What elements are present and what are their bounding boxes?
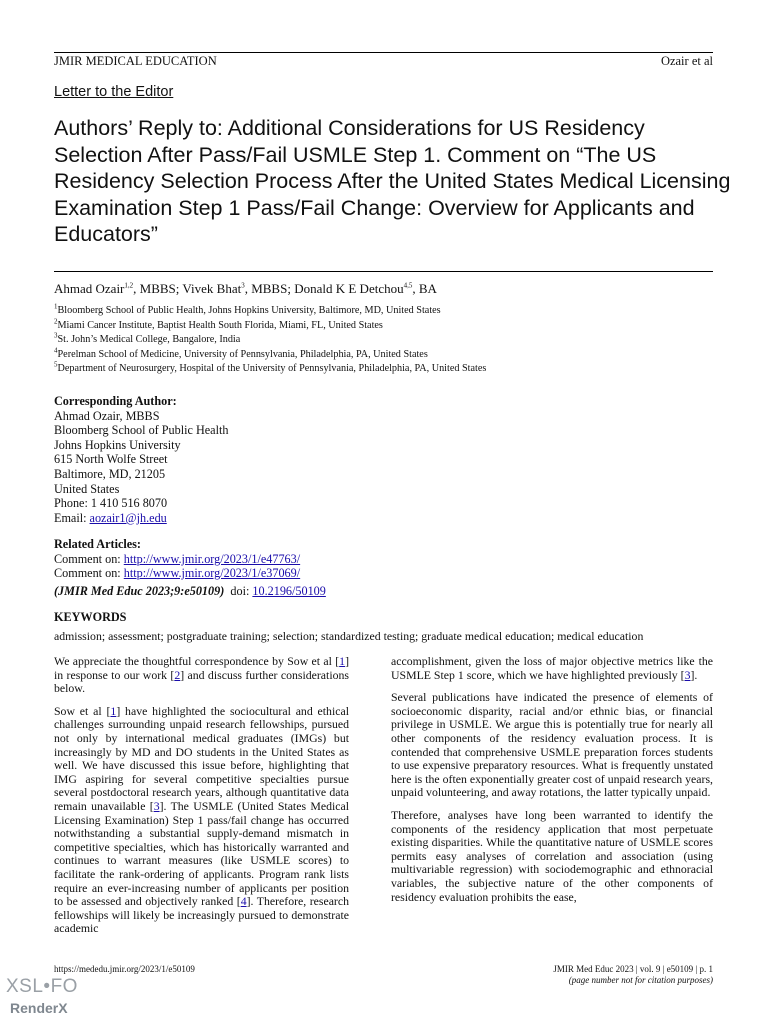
address-line: 615 North Wolfe Street	[54, 452, 168, 467]
body-paragraph	[54, 655, 349, 696]
comment-on-label: Comment on:	[54, 551, 124, 566]
text-run: ] have highlighted the sociocultural and ethical challenges surrounding unpaid research fellowships, pursued not only by international medical graduates (IMGs) but increasingly by MD and DO students in the United States as well. We have discussed this issue before, highlighting that IMG aspiring for several competitive specialties pursue several postdoctoral research years, although quantitative data remain unavailable [	[54, 703, 349, 813]
reference-link[interactable]: 2	[174, 667, 181, 682]
keywords-heading: KEYWORDS	[54, 610, 127, 624]
author-affiliation-sup: 1,2	[124, 281, 134, 290]
affiliation-item	[54, 319, 486, 334]
author-affiliation-sup: 4,5	[403, 281, 413, 290]
reference-link[interactable]: 3	[684, 667, 691, 682]
reference-link[interactable]: 1	[339, 654, 346, 668]
affiliation-number: 1	[54, 302, 58, 311]
journal-name: JMIR MEDICAL EDUCATION	[54, 54, 217, 68]
footer-url: https://mededu.jmir.org/2023/1/e50109	[54, 964, 195, 974]
renderx-wordmark: RenderX	[10, 1000, 68, 1016]
related-item	[54, 552, 300, 567]
body-paragraph	[54, 705, 349, 936]
affiliation-number: 3	[54, 331, 58, 340]
address-line: Bloomberg School of Public Health	[54, 423, 229, 438]
running-author: Ozair et al	[660, 54, 713, 68]
affiliation-text: Department of Neurosurgery, Hospital of the University of Pennsylvania, Philadelphia, PA, United States	[57, 363, 487, 375]
address-line: Johns Hopkins University	[54, 437, 181, 452]
affiliation-item	[54, 304, 486, 319]
reference-link[interactable]: 1	[110, 703, 117, 718]
text-run: ] in response to our work [	[54, 654, 349, 682]
footer-citation: JMIR Med Educ 2023 | vol. 9 | e50109 | p. 1	[553, 964, 713, 974]
affiliation-text: St. John’s Medical College, Bangalore, India	[57, 334, 241, 346]
email-label: Email:	[54, 510, 90, 525]
doi-label: doi:	[230, 584, 253, 598]
article-title: Authors’ Reply to: Additional Considerations for US Residency Selection After Pass/Fail USMLE Step 1. Comment on “The US Residency Selection Process After the United States Medical Licensing Examination Step 1 Pass/Fail Change: Overview for Applicants and Educators”	[54, 116, 731, 246]
phone: Phone: 1 410 516 8070	[54, 496, 168, 511]
affiliation-number: 2	[54, 317, 58, 326]
body-paragraph: Therefore, analyses have long been warranted to identify the components of the residency application that most perpetuate existing disparities. While the quantitative nature of USMLE scores permits easy analyses of correlation and association (using multivariable regression) with sociodemographic and ethnoracial variables, the subjective nature of the other components of residency evaluation prohibits the ease,	[391, 807, 713, 904]
text-run: ]. Therefore, research fellowships will likely be increasingly pursued to demonstrate academic	[54, 894, 349, 936]
body-column-right	[391, 655, 713, 913]
xslfo-wordmark: XSL•FO	[6, 976, 78, 997]
affiliation-item	[54, 333, 486, 348]
author-affiliation-sup: 3	[241, 281, 245, 290]
affiliation-item	[54, 348, 486, 363]
author-degree: , MBBS;	[244, 281, 295, 296]
author-list	[54, 281, 437, 297]
corresponding-author	[54, 394, 228, 525]
doi-link[interactable]: 10.2196/50109	[252, 584, 326, 598]
reference-link[interactable]: 3	[153, 798, 160, 813]
affiliation-number: 5	[54, 360, 58, 369]
text-run: ] and discuss further considerations below.	[54, 667, 349, 696]
author-degree: , BA	[412, 281, 437, 296]
reference-link[interactable]: 4	[240, 894, 247, 909]
keywords-text: admission; assessment; postgraduate training; selection; standardized testing; graduate medical education; medical education	[54, 629, 644, 643]
author-name: Donald K E Detchou	[294, 281, 404, 296]
author-name: Ahmad Ozair	[54, 281, 125, 296]
related-label: Related Articles:	[54, 537, 141, 551]
text-run: We appreciate the thoughtful correspondence by Sow et al [	[54, 654, 340, 668]
corresponding-name: Ahmad Ozair, MBBS	[54, 408, 160, 423]
text-run: ].	[690, 667, 698, 682]
related-item	[54, 566, 300, 581]
address-line: United States	[54, 481, 120, 496]
affiliation-text: Bloomberg School of Public Health, Johns Hopkins University, Baltimore, MD, United States	[57, 305, 441, 316]
running-header	[54, 52, 713, 71]
footer-reference	[553, 964, 713, 986]
email-link[interactable]: aozair1@jh.edu	[89, 510, 167, 525]
body-paragraph: Several publications have indicated the presence of elements of socioeconomic disparity, racial and/or ethnic bias, or financial privilege in USMLE. We argue this is potentially true for nearly all other components of the residency evaluation process. It is contended that comprehensive USMLE preparation forces students to use expensive preparatory resources. What is frequently unstated here is the often exponentially greater cost of unpaid research years, unpaid volunteering, and away rotations, the latter typically unpaid.	[391, 690, 713, 800]
citation	[54, 584, 326, 599]
affiliation-text: Miami Cancer Institute, Baptist Health South Florida, Miami, FL, United States	[57, 319, 383, 331]
related-link[interactable]: http://www.jmir.org/2023/1/e47763/	[123, 551, 301, 566]
citation-text: (JMIR Med Educ 2023;9:e50109)	[54, 584, 225, 598]
text-run: accomplishment, given the loss of major objective metrics like the USMLE Step 1 score, which we have highlighted previously [	[391, 654, 713, 682]
affiliations	[54, 304, 486, 377]
author-degree: , MBBS;	[133, 281, 183, 296]
affiliation-number: 4	[54, 346, 58, 355]
author-name: Vivek Bhat	[182, 281, 242, 296]
corresponding-label: Corresponding Author:	[54, 394, 177, 408]
address-line: Baltimore, MD, 21205	[54, 466, 166, 481]
body-paragraph	[391, 655, 713, 682]
body-column-left	[54, 655, 349, 945]
email-row	[54, 511, 228, 526]
related-articles	[54, 537, 300, 581]
comment-on-label: Comment on:	[54, 566, 124, 581]
affiliation-text: Perelman School of Medicine, University of Pennsylvania, Philadelphia, PA, United States	[57, 348, 428, 360]
affiliation-item	[54, 362, 486, 377]
text-run: Sow et al [	[54, 703, 111, 718]
article-type: Letter to the Editor	[54, 84, 174, 100]
footer-note: (page number not for citation purposes)	[568, 975, 713, 985]
title-divider	[54, 271, 713, 272]
text-run: ]. The USMLE (United States Medical Licensing Examination) Step 1 pass/fail change has occurred notwithstanding a substantial supply-demand mismatch in competitive specialties, which has historically warranted and continues to warrant measures (like USMLE scores) to facilitate the rank-ordering of applicants. Program rank lists require an ever-increasing number of applicants per position to be assessed and objectively ranked [	[54, 798, 350, 909]
xslfo-renderx-logo	[6, 976, 78, 1020]
related-link[interactable]: http://www.jmir.org/2023/1/e37069/	[123, 566, 301, 581]
